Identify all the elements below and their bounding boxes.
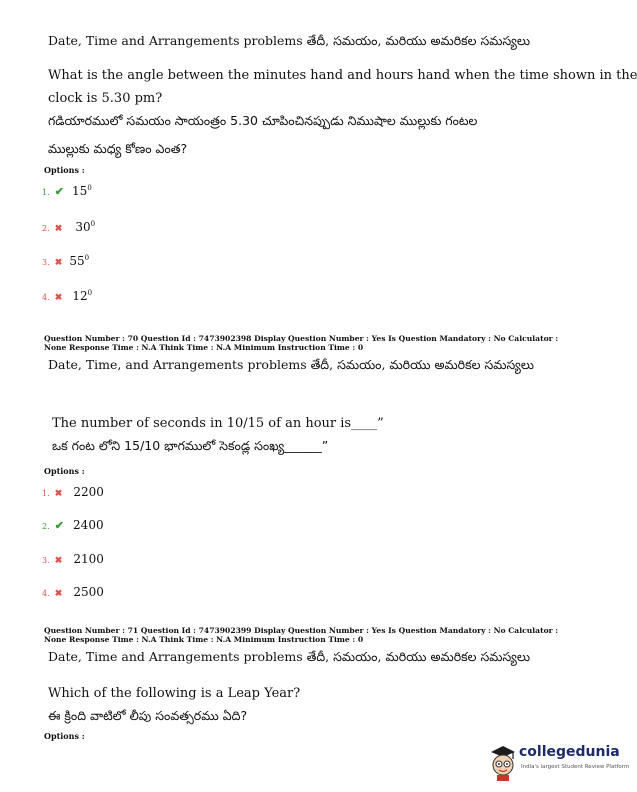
correct-check-icon: ✔	[54, 185, 64, 198]
option-item[interactable]	[42, 250, 89, 269]
wrong-cross-icon: ✖	[54, 224, 63, 234]
correct-check-icon: ✔	[54, 519, 64, 532]
option-value: $15^0$	[72, 184, 92, 198]
question-text-en: The number of seconds in 10/15 of an hour is____”	[52, 416, 384, 431]
option-value: $12^0$	[72, 289, 93, 303]
wrong-cross-icon: ✖	[54, 258, 63, 268]
option-value: 2400	[73, 518, 104, 532]
question-topic: Date, Time and Arrangements problems తేదీ, సమయం, మరియు అమరికల సమస్యలు	[48, 33, 531, 48]
option-number: 4.	[42, 293, 50, 302]
option-item[interactable]	[42, 581, 104, 600]
logo-title: collegedunia	[519, 744, 620, 760]
option-value: 2100	[73, 552, 104, 566]
mascot-icon	[488, 744, 518, 782]
options-label: Options :	[44, 466, 85, 476]
question-text-te: ఈ క్రింది వాటిలో లీపు సంవత్సరము ఏది?	[48, 708, 248, 723]
question-meta: Question Number : 70 Question Id : 7473902398 Display Question Number : Yes Is Question Mandatory : No Calculator : None Response Time : N.A Think Time : N.A Minimum Instruction Time : 0	[44, 334, 559, 352]
option-number: 2.	[42, 224, 50, 233]
option-value: 2200	[73, 485, 104, 499]
wrong-cross-icon: ✖	[54, 489, 63, 499]
option-number: 1.	[42, 188, 50, 197]
option-item[interactable]	[42, 285, 92, 304]
option-number: 2.	[42, 522, 50, 531]
wrong-cross-icon: ✖	[54, 293, 63, 303]
collegedunia-logo	[488, 742, 630, 786]
question-text-en: Which of the following is a Leap Year?	[48, 686, 301, 701]
option-value: 2500	[73, 585, 104, 599]
question-text-en-cont: clock is 5.30 pm?	[48, 91, 163, 106]
question-topic: Date, Time, and Arrangements problems తేదీ, సమయం, మరియు అమరికల సమస్యలు	[48, 357, 535, 372]
option-item[interactable]	[42, 216, 95, 235]
question-text-te: గడియారములో సమయం సాయంత్రం 5.30 చూపించినప్పుడు నిముషాల ముల్లుకు గంటల	[48, 113, 478, 128]
question-text-te: ఒక గంట లోని 15/10 భాగములో సెకండ్ల సంఖ్య______”	[52, 438, 329, 453]
option-number: 4.	[42, 589, 50, 598]
wrong-cross-icon: ✖	[54, 556, 63, 566]
option-value: $30^0$	[75, 220, 96, 234]
option-item[interactable]	[42, 481, 104, 500]
option-number: 3.	[42, 258, 50, 267]
question-topic: Date, Time and Arrangements problems తేదీ, సమయం, మరియు అమరికల సమస్యలు	[48, 649, 531, 664]
option-number: 3.	[42, 556, 50, 565]
options-label: Options :	[44, 165, 85, 175]
question-text-en: What is the angle between the minutes hand and hours hand when the time shown in the	[48, 68, 637, 83]
options-label: Options :	[44, 731, 85, 741]
logo-subtitle: India's largest Student Review Platform	[521, 764, 630, 770]
option-item[interactable]	[42, 180, 92, 199]
option-number: 1.	[42, 489, 50, 498]
option-value: $55^0$	[69, 254, 90, 268]
option-item[interactable]	[42, 514, 104, 533]
question-text-te-cont: ముల్లుకు మధ్య కోణం ఎంత?	[48, 141, 188, 156]
wrong-cross-icon: ✖	[54, 589, 63, 599]
option-item[interactable]	[42, 548, 104, 567]
question-meta: Question Number : 71 Question Id : 7473902399 Display Question Number : Yes Is Question Mandatory : No Calculator : None Response Time : N.A Think Time : N.A Minimum Instruction Time : 0	[44, 626, 559, 644]
